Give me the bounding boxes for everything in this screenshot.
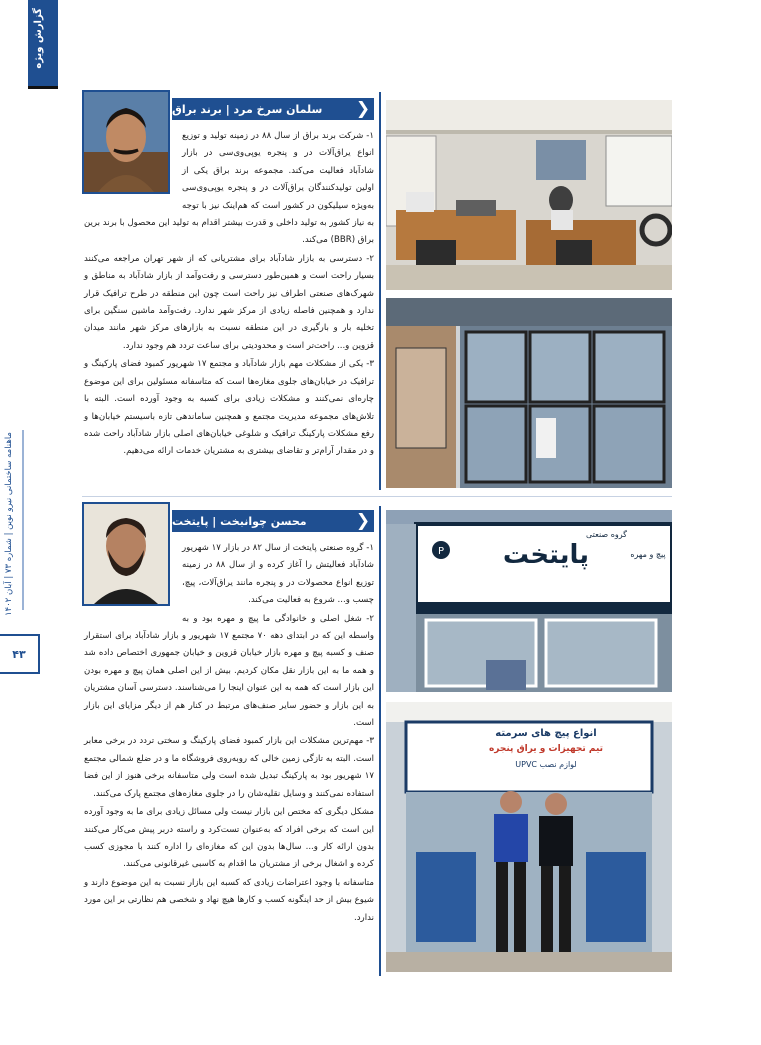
article2-portrait-spacer	[84, 540, 182, 614]
article2-divider	[379, 506, 381, 976]
article2-chevron-icon: ❯	[355, 511, 371, 531]
sign-brand-small: گروه صنعتی	[586, 530, 627, 539]
article1-body	[84, 128, 374, 462]
article1-header-title: سلمان سرخ مرد | برند براق	[172, 102, 323, 116]
photo-shop-owners-image	[386, 702, 672, 972]
photo-storefront-glass	[386, 298, 672, 488]
section-tab	[28, 0, 58, 89]
article2-body	[84, 540, 374, 928]
section-tab-label: گزارش ویژه	[33, 8, 44, 69]
article2-header-title: محسن چوانبخت | پایتخت	[172, 514, 307, 528]
article1-chevron-icon: ❯	[355, 99, 371, 119]
article1-divider	[379, 92, 381, 490]
photo-paytakht-sign-image	[386, 510, 672, 692]
article1-paragraph: ۱- شرکت برند براق از سال ۸۸ در زمینه تولید و توزیع انواع یراق‌آلات در و پنجره یو‌پی‌وی‌سی در بازار شادآباد فعالیت می‌کند. مجموعه برند براق یکی از اولین تولیدکنندگان یراق‌آلات در و پنجره یو‌پی‌وی‌سی به‌ویژه سیلیکون در کشور است که هم‌اینک نیز با توجه به نیاز کشور به تولید داخلی و قدرت بیشتر اقدام به تولید این محصول با برند برین براق (BBR) می‌کند.	[84, 131, 374, 246]
article2-paragraph: ۱- گروه صنعتی پایتخت از سال ۸۲ در بازار ۱۷ شهریور شادآباد فعالیتش را آغاز کرده و از سال ۸۸ در زمینه توزیع انواع محصولات در و پنجره مانند یراق‌آلات، پیچ، چسب و... شروع به فعالیت می‌کند.	[182, 543, 374, 606]
article2-paragraph: ۳- مهم‌ترین مشکلات این بازار کمبود فضای پارکینگ و سختی تردد در برخی معابر است. البته به تازگی زمین خالی که روبه‌روی فروشگاه ما و در ضلع شمالی مجتمع ۱۷ شهریور بود به پارکینگ تبدیل شده است ولی متاسفانه برخی هنوز از این فضا استفاده نمی‌کنند و وسایل نقلیه‌شان را در جلوی مغازه‌های مجتمع پارک می‌کنند.	[84, 736, 374, 799]
page-number	[0, 634, 40, 674]
sign-brand-big: پایتخت	[502, 540, 590, 570]
article1-header	[172, 98, 374, 120]
photo-storefront-image	[386, 298, 672, 488]
banner-mid-text: تیم تجهیزات و یراق پنجره	[488, 744, 603, 754]
article1-portrait-spacer	[84, 128, 182, 202]
article2-paragraph: مشکل دیگری که مختص این بازار نیست ولی مسائل زیادی برای ما به وجود آورده این است که برخی افراد که به‌عنوان تست‌کرد و راسته دربر پیش می‌کار می‌کنند بدون ارائه کار و... سال‌ها بدون این که مغازه‌ای را اداره کنند با مجوزی کسب کرده و اشغال برخی از مشتریان ما اقدام به کاسبی غیرقانونی می‌کنند.	[84, 807, 374, 870]
page-number-label: ۴۳	[12, 647, 26, 661]
photo-office-image	[386, 100, 672, 290]
article-separator	[82, 496, 672, 497]
article2-header	[172, 510, 374, 532]
svg-text:P: P	[437, 546, 445, 557]
banner-bottom-text: لوازم نصب UPVC	[515, 760, 577, 769]
article1-paragraph: ۲- دسترسی به بازار شادآباد برای مشتریانی که از شهر تهران مراجعه می‌کنند بسیار راحت است و همین‌طور دسترسی و رفت‌وآمد از بازار شادآباد به مناطق و شهرک‌های صنعتی اطراف نیز راحت است چون این منطقه در طرح ترافیک قرار ندارد و همچنین فاصله زیادی از مرکز شهر ندارد. رفت‌وآمد ماشین سنگین برای تخلیه بار و بارگیری در این منطقه نسبت به بازارهای مرکز شهر مانند میدان قزوین و... راحت‌تر است و محدودیتی برای ساعت تردد هم وجود ندارد.	[84, 253, 374, 351]
article1-paragraph: ۳- یکی از مشکلات مهم بازار شادآباد و مجتمع ۱۷ شهریور کمبود فضای پارکینگ و ترافیک در خیابان‌های جلوی مغازه‌ها است که متاسفانه مسئولین برای این موضوع چاره‌ای نمی‌کنند و مشکلات زیادی برای کسبه به وجود آورده است. البته با تلاش‌های مجموعه مدیریت مجتمع و همچنین ساماندهی تازه باسیستم خیابان‌ها و رفع مشکلات پارکینگ ترافیک و شلوغی خیابان‌های اصلی بازار شادآباد راحت شده و در مقدار آرام‌تر و تقاضای بیشتری به مشتریان خدمات ارائه می‌دهیم.	[84, 359, 374, 457]
photo-shop-owners	[386, 702, 672, 972]
photo-office-interior	[386, 100, 672, 290]
photo-paytakht-sign	[386, 510, 672, 692]
sign-side-text: پیچ و مهره	[630, 550, 666, 559]
article2-paragraph: ۲- شغل اصلی و خانوادگی ما پیچ و مهره بود و به واسطه این که در ابتدای دهه ۷۰ مجتمع ۱۷ شهریور و بازار شادآباد برای استقرار صنف و کسبه پیچ و مهره بازار خیابان قزوین و خیابان جمهوری اختصاص داده شد و همه ما به این بازار نقل مکان کردیم. بیش از این اصلی همان پیچ و مهره بودن این بازار است که همه به این عنوان اینجا را می‌شناسند. دسترسی آسان مشتریان به این بازار و حضور سایر صنف‌های مرتبط در کنار هم از دیگر مزایای این بازار است.	[84, 613, 374, 729]
side-magazine-info-text: ماهنامه ساختمانی نیرو نوین | شماره ۷۳ | آبان ۱۴۰۲	[4, 432, 14, 616]
side-magazine-info	[4, 432, 24, 632]
article2-paragraph: متاسفانه با وجود اعتراضات زیادی که کسبه این بازار نسبت به این موضوع دارند و شیوع بیش از حد اینگونه کسب و کارها هیچ نهاد و شخصی هم نظارتی بر این مورد ندارد.	[84, 877, 374, 923]
banner-top-text: انواع پیچ های سرمته	[495, 728, 597, 739]
